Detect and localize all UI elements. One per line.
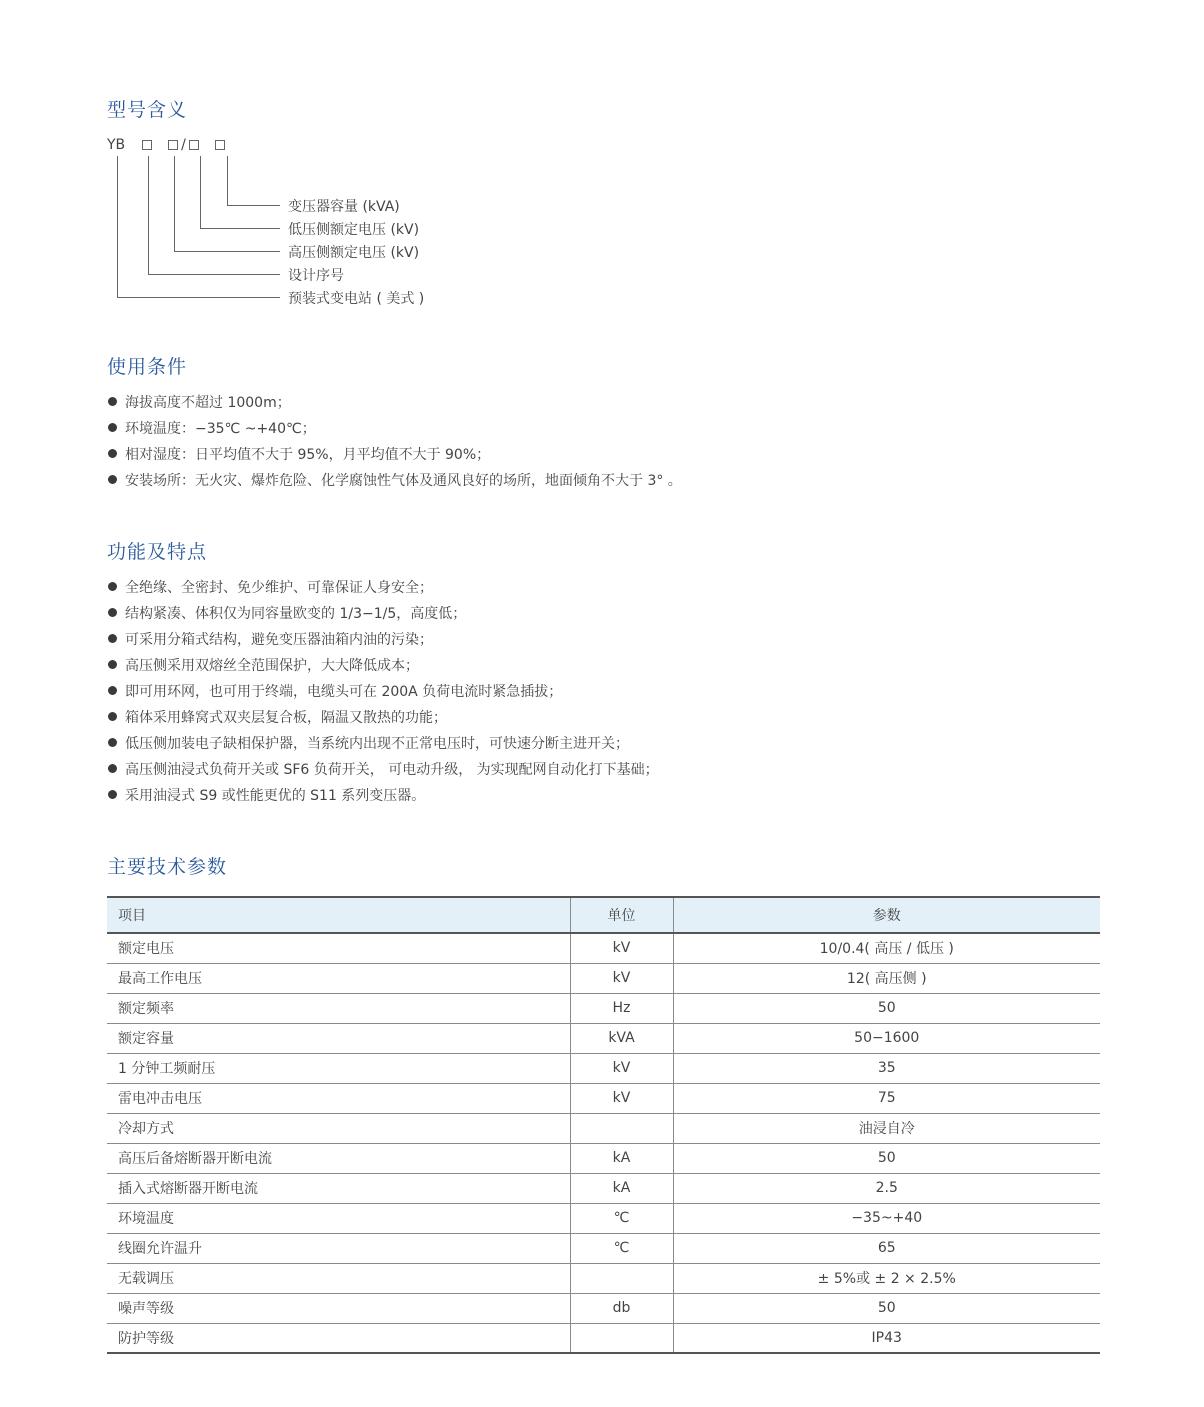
table-header-row [107,897,1100,933]
column-header-value: 参数 [673,897,1100,933]
specs-table [107,896,1100,1354]
model-meaning-capacity: 变压器容量 (kVA) [288,199,400,215]
model-meaning-substation: 预装式变电站 ( 美式 ) [288,291,425,307]
cell-unit: db [570,1293,673,1323]
list-item: 全绝缘、全密封、免少维护、可靠保证人身安全； [108,577,659,603]
cell-value: IP43 [673,1323,1100,1353]
cell-item: 防护等级 [107,1323,570,1353]
cell-unit: kVA [570,1023,673,1053]
model-code-prefix: YB [107,137,126,153]
cell-item: 无载调压 [107,1263,570,1293]
cell-value: 50 [673,1143,1100,1173]
cell-unit [570,1113,673,1143]
cell-unit: kV [570,1083,673,1113]
cell-unit: Hz [570,993,673,1023]
list-item: 低压侧加装电子缺相保护器，当系统内出现不正常电压时，可快速分断主进开关； [108,733,659,759]
list-item: 高压侧采用双熔丝全范围保护，大大降低成本； [108,655,659,681]
table-row [107,1113,1100,1143]
list-item: 箱体采用蜂窝式双夹层复合板，隔温又散热的功能； [108,707,659,733]
table-row [107,1143,1100,1173]
cell-item: 环境温度 [107,1203,570,1233]
cell-value: −35~+40 [673,1203,1100,1233]
cell-item: 额定频率 [107,993,570,1023]
section-title-features: 功能及特点 [107,541,208,563]
cell-item: 额定电压 [107,933,570,963]
cell-item: 雷电冲击电压 [107,1083,570,1113]
section-title-model: 型号含义 [107,99,188,121]
cell-item: 冷却方式 [107,1113,570,1143]
column-header-item: 项目 [107,897,570,933]
table-row [107,993,1100,1023]
table-row [107,1023,1100,1053]
cell-value: ± 5%或 ± 2 × 2.5% [673,1263,1100,1293]
cell-value: 12( 高压侧 ) [673,963,1100,993]
cell-item: 最高工作电压 [107,963,570,993]
table-row [107,1263,1100,1293]
cell-value: 油浸自冷 [673,1113,1100,1143]
cell-item: 噪声等级 [107,1293,570,1323]
table-row [107,1323,1100,1353]
cell-unit: kV [570,963,673,993]
list-item: 环境温度：−35℃ ~+40℃； [108,418,682,444]
list-item: 采用油浸式 S9 或性能更优的 S11 系列变压器。 [108,785,659,811]
cell-value: 10/0.4( 高压 / 低压 ) [673,933,1100,963]
list-item: 可采用分箱式结构，避免变压器油箱内油的污染； [108,629,659,655]
cell-value: 50 [673,993,1100,1023]
cell-item: 额定容量 [107,1023,570,1053]
cell-unit: kV [570,933,673,963]
model-tree-lines [0,0,300,310]
model-code-separator: / [181,137,186,153]
list-item: 高压侧油浸式负荷开关或 SF6 负荷开关， 可电动升级， 为实现配网自动化打下基础； [108,759,659,785]
cell-item: 高压后备熔断器开断电流 [107,1143,570,1173]
table-row [107,1083,1100,1113]
table-row [107,1203,1100,1233]
model-meaning-design-no: 设计序号 [288,268,344,284]
cell-item: 线圈允许温升 [107,1233,570,1263]
table-row [107,1173,1100,1203]
cell-value: 50 [673,1293,1100,1323]
cell-value: 35 [673,1053,1100,1083]
cell-value: 75 [673,1083,1100,1113]
model-meaning-lv-voltage: 低压侧额定电压 (kV) [288,222,420,238]
list-item: 安装场所：无火灾、爆炸危险、化学腐蚀性气体及通风良好的场所，地面倾角不大于 3° 。 [108,470,682,496]
list-item: 结构紧凑、体积仅为同容量欧变的 1/3−1/5，高度低； [108,603,659,629]
model-meaning-hv-voltage: 高压侧额定电压 (kV) [288,245,420,261]
column-header-unit: 单位 [570,897,673,933]
features-list [108,577,659,811]
table-row [107,963,1100,993]
table-row [107,1053,1100,1083]
cell-item: 1 分钟工频耐压 [107,1053,570,1083]
section-title-specs: 主要技术参数 [107,856,228,878]
list-item: 即可用环网，也可用于终端，电缆头可在 200A 负荷电流时紧急插拔； [108,681,659,707]
list-item: 相对湿度：日平均值不大于 95%，月平均值不大于 90%； [108,444,682,470]
cell-value: 50−1600 [673,1023,1100,1053]
cell-unit [570,1263,673,1293]
table-row [107,1293,1100,1323]
list-item: 海拔高度不超过 1000m； [108,392,682,418]
section-title-conditions: 使用条件 [107,356,188,378]
cell-unit: ℃ [570,1203,673,1233]
table-row [107,1233,1100,1263]
cell-unit [570,1323,673,1353]
cell-value: 2.5 [673,1173,1100,1203]
conditions-list [108,392,682,496]
cell-unit: kA [570,1173,673,1203]
cell-unit: kA [570,1143,673,1173]
cell-value: 65 [673,1233,1100,1263]
table-row [107,933,1100,963]
cell-item: 插入式熔断器开断电流 [107,1173,570,1203]
cell-unit: ℃ [570,1233,673,1263]
cell-unit: kV [570,1053,673,1083]
